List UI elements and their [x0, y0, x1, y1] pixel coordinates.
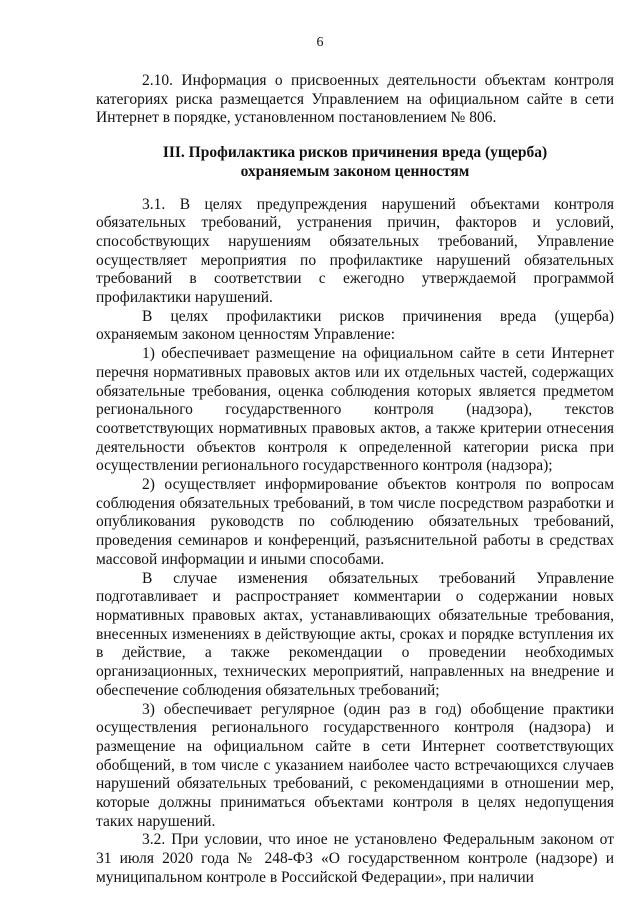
paragraph-changes: В случае изменения обязательных требований Управление подготавливает и распространяет комментарии о содержании новых нормативных правовых актах, устанавливающих обязательные требования, внесенных изменениях в действующие акты, сроках и порядке вступления их в действие, а также рекомендации о проведении необходимых организационных, технических мероприятий, направленных на внедрение и обеспечение соблюдения обязательных требований; — [96, 569, 614, 699]
paragraph-3-1: 3.1. В целях предупреждения нарушений объектами контроля обязательных требований, устранения причин, факторов и условий, способствующих нарушениям обязательных требований, Управление осуществляет мероприятия по профилактике нарушений обязательных требований в соответствии с ежегодно утверждаемой программой профилактики нарушений. — [96, 195, 614, 307]
paragraph-2-10: 2.10. Информация о присвоенных деятельности объектам контроля категориях риска размещается Управлением на официальном сайте в сети Интернет в порядке, установленном постановлением № 806. — [96, 72, 614, 127]
document-body — [96, 72, 614, 888]
section-heading-line-1: III. Профилактика рисков причинения вреда (ущерба) — [162, 144, 548, 162]
page-number: 6 — [316, 35, 324, 50]
list-item-3: 3) обеспечивает регулярное (один раз в год) обобщение практики осуществления регионального государственного контроля (надзора) и размещение на официальном сайте в сети Интернет соответствующих обобщений, в том числе с указанием наиболее часто встречающихся случаев нарушений обязательных требований, с рекомендациями в отношении мер, которые должны приниматься объектами контроля в целях недопущения таких нарушений. — [96, 700, 614, 830]
list-item-2: 2) осуществляет информирование объектов контроля по вопросам соблюдения обязательных требований, в том числе посредством разработки и опубликования руководств по соблюдению обязательных требований, проведения семинаров и конференций, разъяснительной работы в средствах массовой информации и иными способами. — [96, 476, 614, 568]
paragraph-intro-list: В целях профилактики рисков причинения вреда (ущерба) охраняемым законом ценностям Управление: — [96, 307, 614, 344]
section-heading-line-2: охраняемым законом ценностям — [240, 162, 470, 180]
paragraph-3-2: 3.2. При условии, что иное не установлено Федеральным законом от 31 июля 2020 года № 248-ФЗ «О государственном контроле (надзоре) и муниципальном контроле в Российской Федерации», при наличии — [96, 831, 614, 886]
list-item-1: 1) обеспечивает размещение на официальном сайте в сети Интернет перечня нормативных правовых актов или их отдельных частей, содержащих обязательные требования, оценка соблюдения которых является предметом регионального государственного контроля (надзора), текстов соответствующих нормативных правовых актов, а также критерии отнесения деятельности объектов контроля к определенной категории риска при осуществлении регионального государственного контроля (надзора); — [96, 345, 614, 475]
